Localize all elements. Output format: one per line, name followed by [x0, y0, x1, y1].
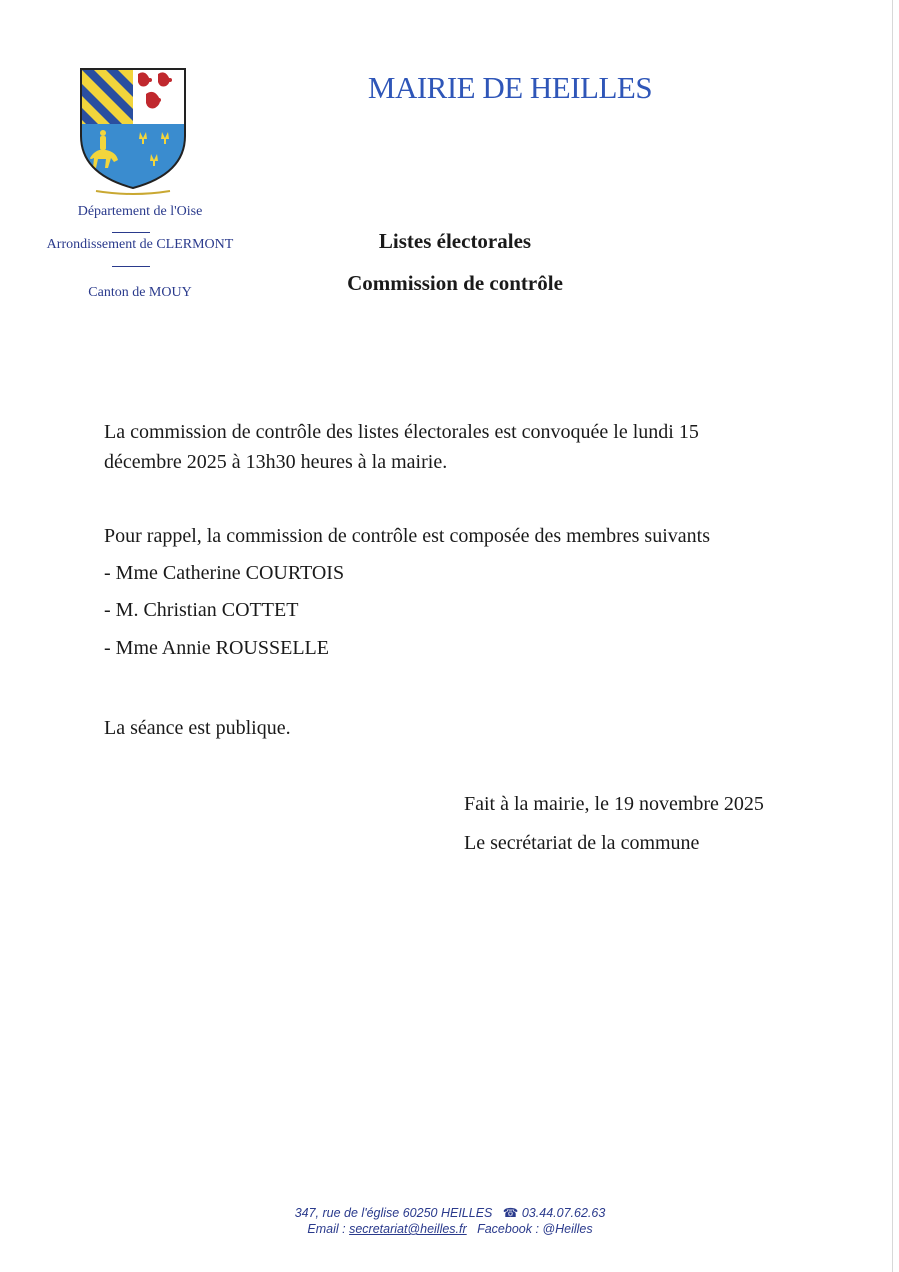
- reminder-text: Pour rappel, la commission de contrôle est composée des membres suivants: [104, 525, 710, 547]
- coat-of-arms-icon: [78, 66, 188, 196]
- footer-facebook: Facebook : @Heilles: [477, 1222, 593, 1236]
- place-date: Fait à la mairie, le 19 novembre 2025: [464, 793, 764, 815]
- canton-label: Canton de MOUY: [88, 285, 192, 300]
- signatory: Le secrétariat de la commune: [464, 832, 700, 854]
- footer-phone: 03.44.07.62.63: [521, 1206, 606, 1220]
- heading-line-2: Commission de contrôle: [347, 271, 563, 295]
- department-label: Département de l'Oise: [77, 204, 203, 219]
- member-item: - Mme Catherine COURTOIS: [104, 562, 345, 584]
- footer-address: 347, rue de l'église 60250 HEILLES: [294, 1206, 493, 1220]
- member-item: - Mme Annie ROUSSELLE: [104, 637, 329, 659]
- page-edge: [892, 0, 893, 1272]
- divider: [112, 232, 150, 233]
- page-title: MAIRIE DE HEILLES: [367, 70, 653, 105]
- footer-email-label: Email :: [307, 1222, 346, 1236]
- footer-address-line: [200, 1205, 700, 1220]
- convocation-line-2: décembre 2025 à 13h30 heures à la mairie.: [104, 451, 448, 473]
- phone-icon: ☎: [502, 1206, 519, 1220]
- public-notice: La séance est publique.: [104, 717, 291, 739]
- member-item: - M. Christian COTTET: [104, 599, 299, 621]
- heading-line-1: Listes électorales: [378, 229, 532, 253]
- arrondissement-label: Arrondissement de CLERMONT: [46, 237, 234, 252]
- divider: [112, 266, 150, 267]
- convocation-line-1: La commission de contrôle des listes électorales est convoquée le lundi 15: [104, 421, 699, 443]
- footer-contact-line: [200, 1222, 700, 1236]
- footer-email-link[interactable]: secretariat@heilles.fr: [349, 1222, 467, 1236]
